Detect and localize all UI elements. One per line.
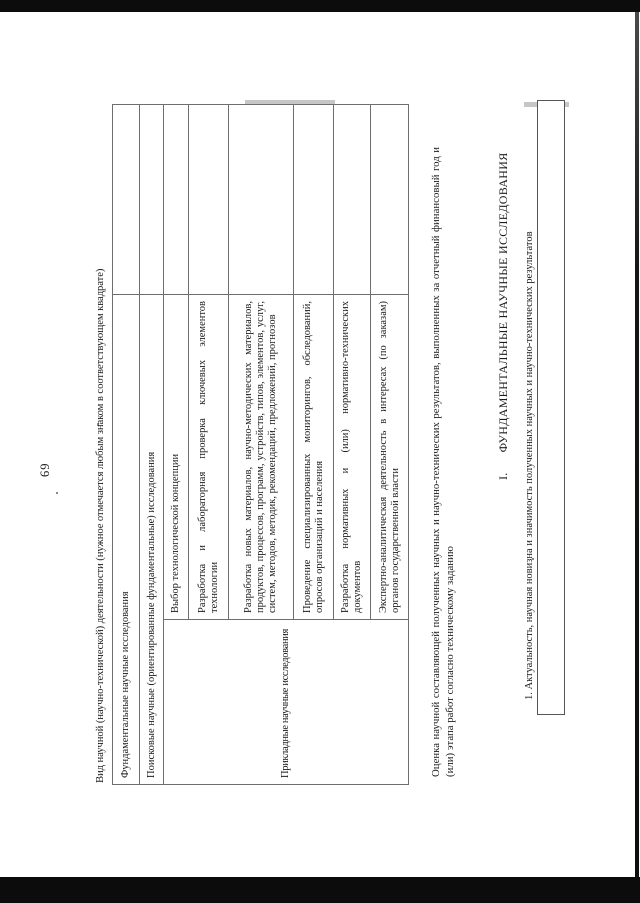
item-1-heading: 1. Актуальность, научная новизна и значимость полученных научных и научно-технических результатов (524, 231, 535, 700)
page-number: 69 (38, 462, 52, 477)
table-row (140, 104, 164, 784)
row-label-fundamental: Фундаментальные научные исследования (113, 294, 140, 784)
scan-right-edge (635, 12, 639, 877)
activity-type-table (112, 104, 409, 785)
checkbox-cell-normative-docs[interactable] (334, 104, 371, 294)
checkbox-cell-expert-analytics[interactable] (371, 104, 409, 294)
group-label-applied: Прикладные научные исследования (164, 620, 409, 785)
scan-bottom-edge (0, 877, 640, 903)
scan-top-edge (0, 0, 640, 12)
sub-row-label-concept: Выбор технологической концепции (164, 294, 189, 619)
sub-row-label-lab-check: Разработка и лабораторная проверка ключевых элементов технологии (189, 294, 229, 619)
checkbox-cell-exploratory[interactable] (140, 104, 164, 294)
row-label-exploratory: Поисковые научные (ориентированные фундаментальные) исследования (140, 294, 164, 784)
checkbox-cell-new-materials[interactable] (229, 104, 294, 294)
answer-field[interactable] (537, 100, 565, 715)
sub-row-label-normative-docs: Разработка нормативных и (или) нормативно-технических документов (334, 294, 371, 619)
checkbox-cell-monitoring[interactable] (294, 104, 334, 294)
sub-row-label-monitoring: Проведение специализированных мониторингов, обследований, опросов организаций и населения (294, 294, 334, 619)
form-header-line: Вид научной (научно-технической) деятельности (нужное отмечается любым знаком в соответствующем квадрате) (94, 268, 106, 783)
sub-row-label-expert-analytics: Экспертно-аналитическая деятельность в интересах (по заказам) органов государственной власти (371, 294, 409, 619)
section-heading (496, 152, 511, 480)
sub-row-label-new-materials: Разработка новых материалов, научно-методических материалов, продуктов, процессов, программ, устройств, типов, элементов, услуг, систем, методов, методик, рекомендаций, предложений, прогнозов (229, 294, 294, 619)
assessment-paragraph: Оценка научной составляющей полученных научных и научно-технических результатов, выполненных за отчетный финансовый год и (или) этапа работ согласно техническому заданию (430, 147, 456, 777)
table-row (164, 104, 189, 784)
checkbox-cell-fundamental[interactable] (113, 104, 140, 294)
section-heading-number: I. (496, 472, 510, 480)
checkbox-cell-lab-check[interactable] (189, 104, 229, 294)
rotated-document-content (40, 100, 570, 785)
table-row (113, 104, 140, 784)
section-heading-title: ФУНДАМЕНТАЛЬНЫЕ НАУЧНЫЕ ИССЛЕДОВАНИЯ (496, 152, 510, 453)
checkbox-cell-concept[interactable] (164, 104, 189, 294)
